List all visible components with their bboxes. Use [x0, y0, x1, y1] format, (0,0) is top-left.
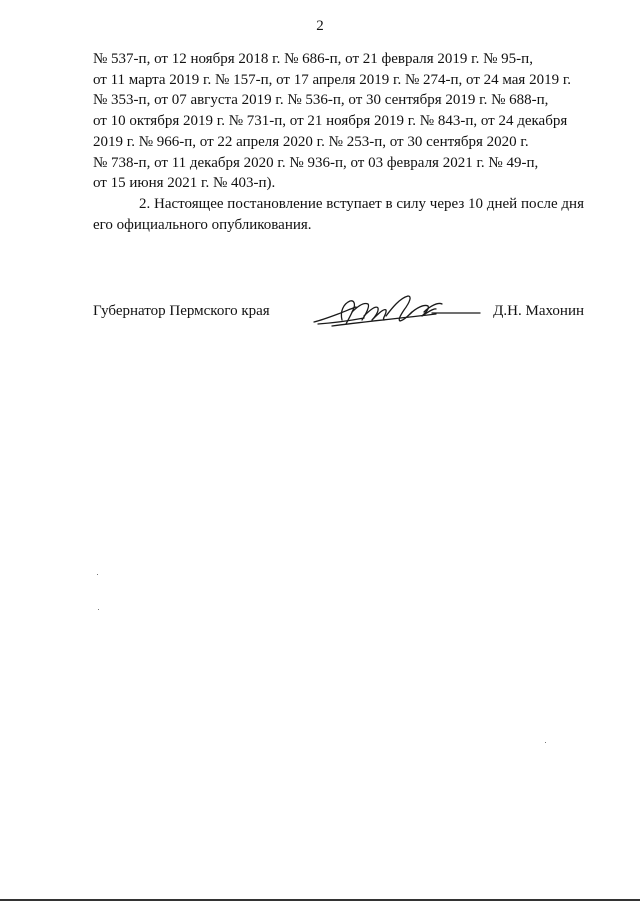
text-line: от 11 марта 2019 г. № 157-п, от 17 апреля 2019 г. № 274-п, от 24 мая 2019 г. — [93, 71, 572, 88]
text-line: № 537-п, от 12 ноября 2018 г. № 686-п, от 21 февраля 2019 г. № 95-п, — [93, 51, 533, 67]
text-line: 2019 г. № 966-п, от 22 апреля 2020 г. № 253-п, от 30 сентября 2020 г. — [93, 133, 529, 150]
document-body — [93, 49, 584, 235]
text-line: № 353-п, от 07 августа 2019 г. № 536-п, от 30 сентября 2019 г. № 688-п, — [93, 92, 549, 109]
paragraph-effective-date — [93, 194, 584, 235]
text-line: 2. Настоящее постановление вступает в силу через 10 дней после дня — [139, 195, 584, 212]
text-line: его официального опубликования. — [93, 216, 312, 233]
text-line: № 738-п, от 11 декабря 2020 г. № 936-п, от 03 февраля 2021 г. № 49-п, — [93, 154, 539, 171]
text-line: от 15 июня 2021 г. № 403-п). — [93, 175, 276, 192]
scan-speck — [97, 574, 98, 575]
signature-name: Д.Н. Махонин — [493, 303, 584, 319]
scan-speck — [98, 609, 99, 610]
handwritten-signature-icon — [312, 290, 482, 334]
paragraph-amendments-list — [93, 49, 584, 194]
page-number: 2 — [316, 18, 324, 34]
scan-bottom-edge — [0, 899, 640, 901]
scan-speck — [545, 742, 546, 743]
text-line: от 10 октября 2019 г. № 731-п, от 21 ноября 2019 г. № 843-п, от 24 декабря — [93, 113, 568, 130]
signature-title: Губернатор Пермского края — [93, 303, 270, 319]
